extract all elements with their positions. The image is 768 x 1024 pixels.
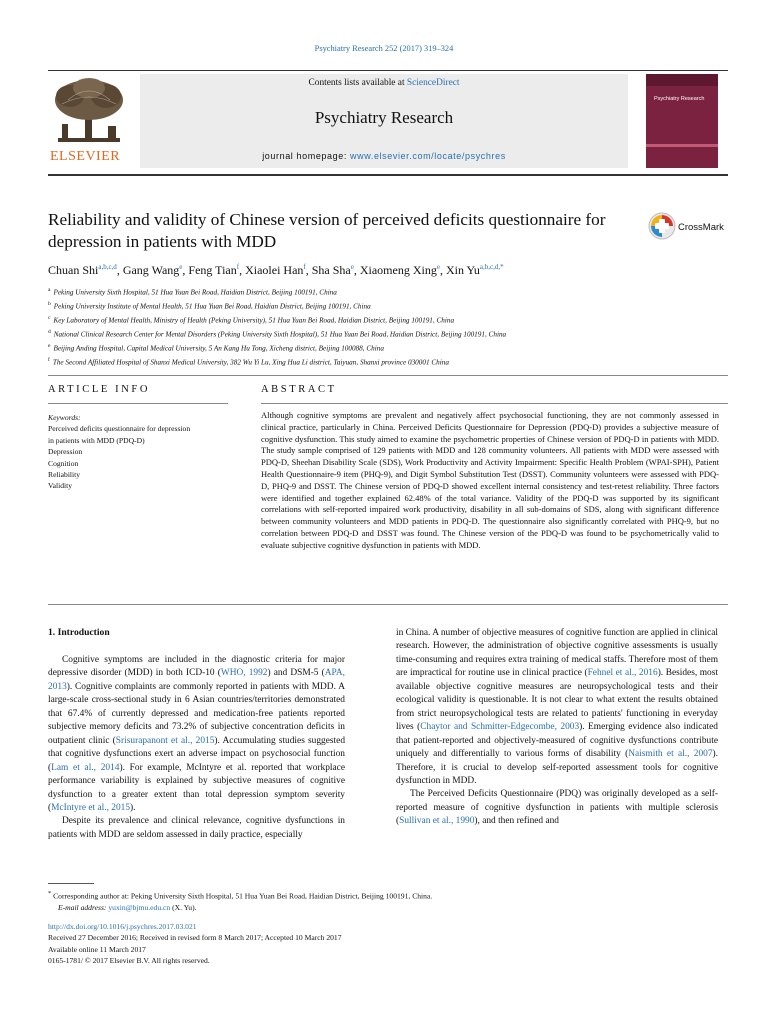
author-separator: ,: [182, 263, 189, 277]
affiliation: [48, 327, 728, 341]
body-column-right: [396, 627, 718, 829]
keyword: Cognition: [48, 458, 79, 468]
corresponding-author-text: Corresponding author at: Peking University Sixth Hospital, 51 Hua Yuan Bei Road, Haidian District, Beijing 100191, China.: [53, 891, 433, 901]
citation-link[interactable]: McIntyre et al., 2015: [51, 802, 131, 813]
sciencedirect-link[interactable]: ScienceDirect: [406, 78, 460, 88]
body-text: Despite its prevalence and clinical relevance, cognitive dysfunctions in patients with MDD are seldom assessed in daily practice, especially: [48, 816, 345, 840]
keyword: Perceived deficits questionnaire for depression: [48, 424, 191, 434]
crossmark-icon[interactable]: [648, 212, 676, 240]
author-name: Xiaolei Han: [245, 263, 304, 277]
journal-cover-thumbnail[interactable]: [646, 74, 718, 168]
cover-title: Psychiatry Research: [654, 96, 705, 102]
author-name: Sha Sha: [311, 263, 351, 277]
body-text: ). Besides, most available objective cognitive measures are neuropsychological tests and their ecological validity is questionable. It is not clear to what extent the results obtained from strict neuropsychological tests are related to patients' functioning in everyday lives (: [396, 668, 718, 733]
affiliation-text: The Second Affiliated Hospital of Shanxi Medical University, 382 Wu Yi Lu, Xing Hua Li district, Taiyuan, Shanxi province 030001 China: [52, 358, 449, 367]
body-text: in China. A number of objective measures of cognitive function are applied in clinical research. However, the administration of objective cognitive assessments is usually time-consuming and requires extra training of medical staffs. Therefore most of them are impractical for routine use in clinical practice (: [396, 628, 718, 679]
received-dates: Received 27 December 2016; Received in revised form 8 March 2017; Accepted 10 March 2017: [48, 933, 342, 943]
affiliation: [48, 285, 728, 299]
author-separator: ,: [239, 263, 246, 277]
citation-link[interactable]: Naismith et al., 2007: [628, 749, 713, 760]
affiliation-mark: a: [48, 287, 51, 293]
journal-name: Psychiatry Research: [314, 108, 454, 127]
cover-stripe: [646, 144, 718, 147]
affiliation-text: Beijing Anding Hospital, Capital Medical University, 5 An Kang Hu Tong, Xicheng district, Beijing 100088, China: [53, 344, 384, 353]
abstract-text: Although cognitive symptoms are prevalent and negatively affect psychosocial functioning, they are not commonly assessed in clinical practice, particularly in China. Perceived Deficits Questionnaire for Depression (PDQ-D) provides a subjective measure of cognitive dysfunction. This study aimed to examine the psychometric properties of Chinese version of PDQ-D in patients with MDD. The study sample comprised of 129 patients with MDD and 128 community volunteers. All patients with MDD were assessed with PDQ-D, Sheehan Disability Scale (SDS), Work Productivity and Activity Impairment: Specific Health Problem (WPAI-SPH), Patient Health Questionnaire-9 item (PHQ-9), and Digit Symbol Substitution Test (DSST). Community volunteers were assessed with PDQ-D, PHQ-9 and DSST. The Chinese version of PDQ-D showed excellent internal consistency and test-retest reliability. Three factors were identified and together explained 62.48% of the total variance. Validity of the PDQ-D was supported by its significant correlations with self-reported impaired work productivity, disability in all sub-domains of SDS, along with significant difference between community volunteers and MDD patients in PDQ-D. The questionnaire also significantly correlated with PHQ-9, but no correlation between PDQ-D and DSST was found. The Chinese version of the PDQ-D was found to be psychometrically valid to evaluate subjective cognitive dysfunction in patients with MDD.: [261, 410, 719, 550]
author: [446, 263, 504, 277]
copyright: 0165-1781/ © 2017 Elsevier B.V. All rights reserved.: [48, 956, 210, 966]
body-text: ) and DSM-5 (: [267, 668, 325, 679]
abstract-heading: ABSTRACT: [261, 384, 337, 395]
author-separator: ,: [353, 263, 360, 277]
body-paragraph: [396, 788, 718, 828]
affiliation-text: Key Laboratory of Mental Health, Ministry of Health (Peking University), 51 Hua Yuan Bei Road, Haidian District, Beijing 100191, China: [53, 316, 455, 325]
email-label: E-mail address:: [58, 903, 107, 913]
author-name: Xin Yu: [445, 263, 480, 277]
body-text: ).: [130, 802, 136, 813]
author-name: Feng Tian: [188, 263, 237, 277]
article-info-top-rule: [48, 375, 728, 376]
journal-header-box: [140, 74, 628, 168]
author-name: Xiaomeng Xing: [359, 263, 437, 277]
article-meta: [48, 921, 728, 967]
keywords-list: [48, 423, 228, 491]
citation-link[interactable]: WHO, 1992: [220, 668, 268, 679]
keyword: in patients with MDD (PDQ-D): [48, 435, 145, 445]
author-affiliation-marks[interactable]: a,b,c,d,*: [479, 263, 504, 271]
keyword: Reliability: [48, 470, 81, 480]
footnote-rule: [48, 883, 94, 884]
citation-link[interactable]: Lam et al., 2014: [51, 762, 120, 773]
author: [312, 263, 360, 277]
email-suffix: (X. Yu).: [170, 903, 197, 913]
affiliation: [48, 299, 728, 313]
body-text: ). Cognitive complaints are commonly reported in patients with MDD. A large-scale cross-sectional study in 6 Asian countries/territories demonstrated that 67.4% of currently depressed and medication-free patients reported subjective memory deficits and 73.2% of subjective concentration deficits in outpatient clinic (: [48, 681, 345, 746]
body-paragraph: [396, 627, 718, 788]
keyword: Depression: [48, 447, 83, 457]
affiliation: [48, 341, 728, 355]
author: [188, 263, 245, 277]
affiliation-text: National Clinical Research Center for Mental Disorders (Peking University Sixth Hospital), 51 Hua Yuan Bei Road, Haidian District, Beijing 100191, China: [53, 330, 507, 339]
email-link[interactable]: yuxin@bjmu.edu.cn: [108, 903, 171, 913]
article-title: Reliability and validity of Chinese version of perceived deficits questionnaire for depression in patients with MDD: [48, 210, 606, 251]
doi-link[interactable]: http://dx.doi.org/10.1016/j.psychres.2017.03.021: [48, 922, 197, 931]
author-separator: ,: [305, 263, 312, 277]
author-affiliation-marks[interactable]: e: [179, 263, 183, 271]
author: [360, 263, 446, 277]
affiliation-mark: d: [48, 328, 51, 335]
affiliation-mark: c: [48, 314, 51, 321]
publisher-logo-text: ELSEVIER: [50, 149, 121, 164]
footnote: [48, 888, 728, 914]
journal-citation[interactable]: Psychiatry Research 252 (2017) 319–324: [314, 44, 454, 53]
body-text: The Perceived Deficits Questionnaire (PDQ) was originally developed as a self- reported measure of cognitive dysfunction in patients with multiple sclerosis (: [396, 789, 718, 827]
affiliation-mark: f: [48, 356, 50, 363]
affiliation: [48, 355, 728, 369]
homepage-prefix: journal homepage:: [262, 151, 351, 161]
author-affiliation-marks[interactable]: f: [303, 263, 306, 271]
section-heading-introduction: 1. Introduction: [48, 627, 110, 638]
body-column-left: [48, 654, 345, 842]
author-name: Gang Wang: [122, 263, 180, 277]
keywords-label: Keywords:: [48, 413, 81, 422]
author-list: [48, 263, 504, 278]
citation-link[interactable]: Sullivan et al., 1990: [399, 816, 475, 827]
homepage-line: [140, 151, 628, 161]
citation-link[interactable]: Chaytor and Schmitter-Edgecombe, 2003: [420, 722, 580, 733]
body-text: Cognitive symptoms are included in the diagnostic criteria for major depressive disorder (MDD) in both ICD-10 (: [48, 655, 345, 679]
author-affiliation-marks[interactable]: e: [436, 263, 440, 271]
author: [48, 263, 123, 277]
body-text: ), and then refined and: [474, 816, 559, 827]
header-top-rule: [48, 70, 728, 71]
author-affiliation-marks[interactable]: e: [350, 263, 354, 271]
author: [123, 263, 189, 277]
header-bottom-rule: [48, 174, 728, 176]
body-paragraph: [48, 815, 345, 842]
affiliation: [48, 313, 728, 327]
affiliation-text: Peking University Sixth Hospital, 51 Hua Yuan Bei Road, Haidian District, Beijing 100191, China: [53, 288, 337, 297]
author-affiliation-marks[interactable]: a,b,c,d: [98, 263, 117, 271]
body-text: ). Accumulating studies suggested that cognitive dysfunctions exert an adverse impact on psychosocial function (: [48, 735, 346, 773]
body-paragraph: [48, 654, 345, 815]
author-separator: ,: [116, 263, 123, 277]
body-text: ). For example, McIntyre et al. reported that workplace performance variability is explained by subjective measures of cognitive dysfunction to a greater extent than total depression symptom severity (: [48, 762, 345, 813]
email-line: [48, 902, 728, 914]
author: [245, 263, 312, 277]
abstract-bottom-rule: [48, 604, 728, 605]
keywords-block: [48, 412, 228, 492]
elsevier-tree-logo: [48, 76, 130, 148]
article-info-heading: ARTICLE INFO: [48, 384, 151, 395]
author-name: Chuan Shi: [48, 263, 99, 277]
affiliation-mark: e: [48, 342, 51, 349]
homepage-link[interactable]: www.elsevier.com/locate/psychres: [350, 151, 506, 161]
affiliation-list: [48, 285, 728, 369]
body-text: ). Therefore, it is crucial to develop self-reported assessment tools for cognitive dysfunction in MDD.: [396, 749, 718, 786]
contents-line: [140, 78, 628, 88]
citation-link[interactable]: Srisurapanont et al., 2015: [115, 735, 215, 746]
abstract-heading-rule: [261, 403, 728, 404]
author-affiliation-marks[interactable]: f: [236, 263, 240, 271]
citation-link[interactable]: Fehnel et al., 2016: [587, 668, 658, 679]
affiliation-mark: b: [48, 300, 51, 307]
affiliation-text: Peking University Institute of Mental Health, 51 Hua Yuan Bei Road, Haidian District, Beijing 100191, China: [53, 302, 371, 311]
contents-prefix: Contents lists available at: [308, 78, 407, 88]
article-info-heading-rule: [48, 403, 228, 404]
author-separator: ,: [439, 263, 446, 277]
crossmark-label[interactable]: CrossMark: [678, 222, 724, 233]
keyword: Validity: [48, 481, 73, 491]
citation-link[interactable]: APA, 2013: [48, 668, 345, 692]
corresponding-author-note: * Corresponding author at: Peking University Sixth Hospital, 51 Hua Yuan Bei Road, Haidian District, Beijing 100191, China.: [48, 890, 433, 901]
cover-top-band: [646, 74, 718, 86]
available-online: Available online 11 March 2017: [48, 944, 146, 954]
body-text: ). Emerging evidence also indicated that patient-reported and objectively-measured of cognitive dysfunctions contribute uniquely and differentially to various forms of disability (: [396, 722, 718, 760]
